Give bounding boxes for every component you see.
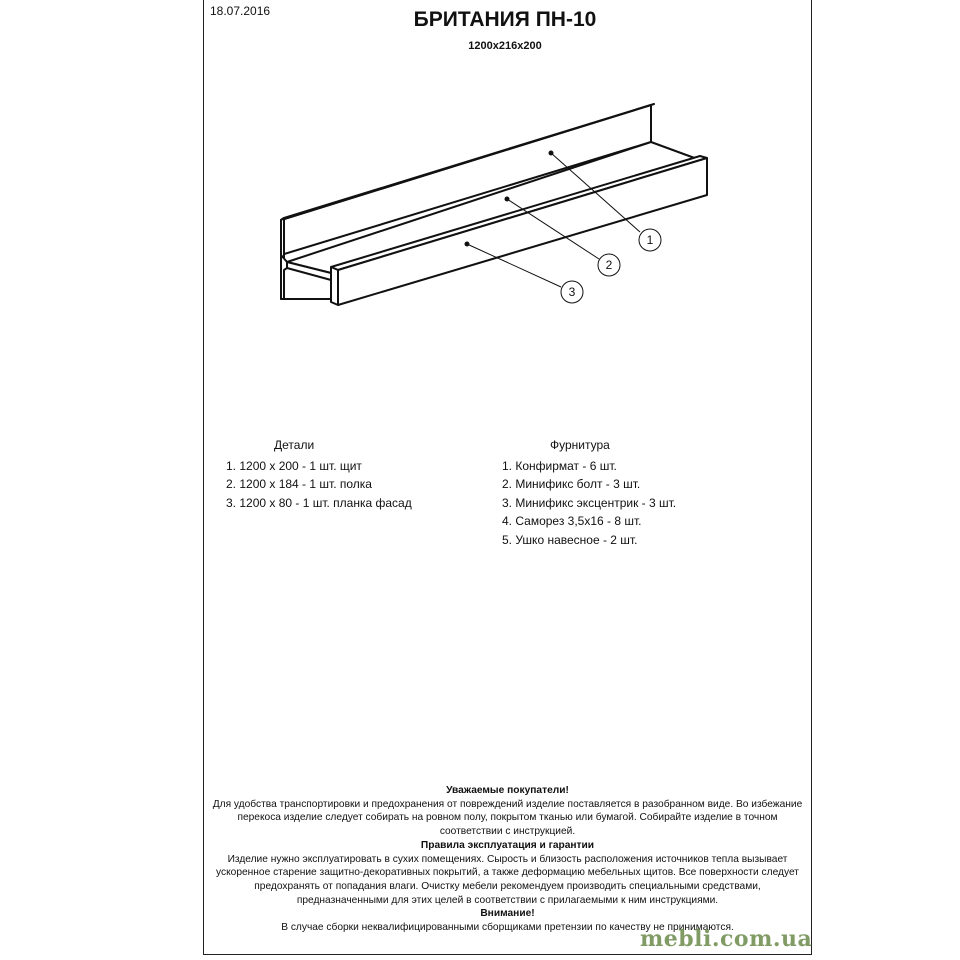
notice-assembly-text: Для удобства транспортировки и предохранения от повреждений изделие поставляется в разобранном виде. Во избежание перекоса изделие следует собирать на ровном полу, покрытом тканью или бумагой. Собирайте изделие в точном соответствии с инструкцией. [212,798,803,838]
fittings-item: 2. Минификс болт - 3 шт. [502,477,641,491]
shelf-drawing [260,90,720,320]
fittings-list [502,436,676,549]
details-heading: Детали [274,438,315,452]
fittings-item: 3. Минификс эксцентрик - 3 шт. [502,495,677,510]
callout-label-2: 2 [605,258,613,272]
site-watermark: mebli.com.ua [640,926,813,952]
callout-dot-1 [549,151,554,156]
notice-heading-customers: Уважаемые покупатели! [446,785,569,796]
callout-dot-2 [505,197,510,202]
product-title: БРИТАНИЯ ПН-10 [413,8,597,31]
callout-label-1: 1 [646,233,654,247]
fittings-item: 1. Конфирмат - 6 шт. [502,458,617,473]
notice-heading-attention: Внимание! [480,908,535,920]
notice-rules-text: Изделие нужно эксплуатировать в сухих помещениях. Сырость и близость расположения источников тепла вызывает ускоренное старение защитно-декоративных покрытий, а также деформацию мебельных щитов. Все поверхности следует предохранять от попадания влаги. Очистку мебели рекомендуем производить специальными средствами, предназначенными для этих целей в соответствии с прилагаемыми к ним инструкциями. [216,853,799,906]
details-item: 3. 1200 х 80 - 1 шт. планка фасад [226,495,412,510]
document-date: 18.07.2016 [210,4,271,18]
callout-label-3: 3 [568,285,576,299]
details-list [226,436,412,512]
details-item: 1. 1200 х 200 - 1 шт. щит [226,458,362,473]
fittings-item: 4. Саморез 3,5х16 - 8 шт. [502,514,642,528]
notice-attention-text: В случае сборки неквалифицированными сборщиками претензии по качеству не принимаются. [281,922,734,934]
customer-notice [210,784,805,935]
fittings-item: 5. Ушко навесное - 2 шт. [502,532,638,547]
back-panel-lower [281,255,287,299]
fittings-heading: Фурнитура [550,438,610,452]
callout-dot-3 [465,242,470,247]
details-item: 2. 1200 х 184 - 1 шт. полка [226,477,372,491]
notice-heading-rules: Правила эксплуатация и гарантии [420,839,595,851]
product-dimensions: 1200х216х200 [468,40,542,52]
front-strip-left-edge [331,267,338,305]
